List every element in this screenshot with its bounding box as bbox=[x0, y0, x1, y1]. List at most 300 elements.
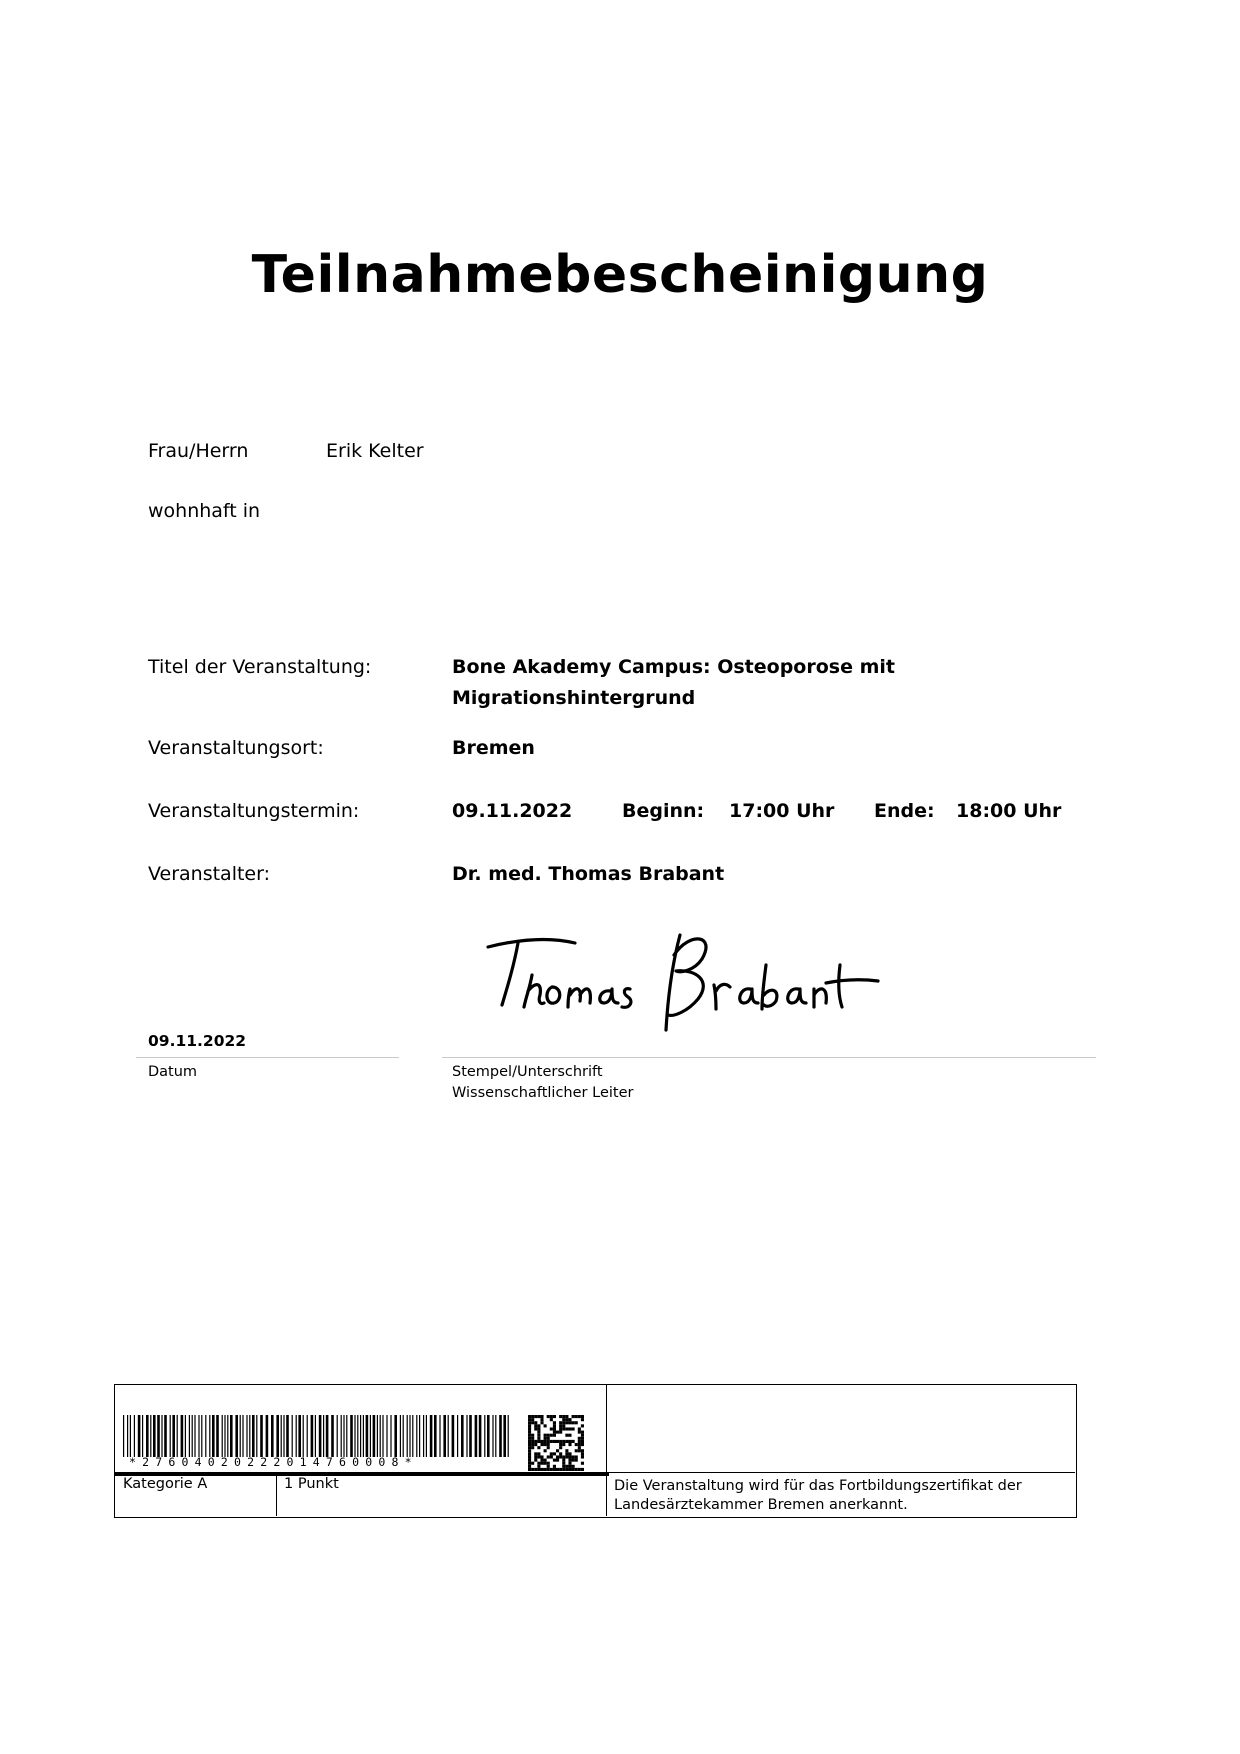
datamatrix-cell bbox=[540, 1421, 543, 1424]
datamatrix-cell bbox=[562, 1421, 565, 1424]
datamatrix-cell bbox=[581, 1424, 584, 1427]
datamatrix-cell bbox=[537, 1427, 540, 1430]
datamatrix-cell bbox=[544, 1449, 547, 1452]
datamatrix-cell bbox=[581, 1437, 584, 1440]
datamatrix-cell bbox=[559, 1421, 562, 1424]
barcode-bar bbox=[172, 1415, 175, 1457]
datamatrix-cell bbox=[528, 1465, 531, 1468]
residence-label: wohnhaft in bbox=[148, 500, 261, 522]
datamatrix-cell bbox=[562, 1440, 565, 1443]
datamatrix-cell bbox=[575, 1443, 578, 1446]
organizer-value: Dr. med. Thomas Brabant bbox=[452, 863, 725, 885]
datamatrix-cell bbox=[544, 1443, 547, 1446]
barcode-bar bbox=[373, 1415, 376, 1457]
barcode-bar bbox=[130, 1415, 131, 1457]
barcode-bar bbox=[227, 1415, 228, 1457]
barcode-bar bbox=[266, 1415, 269, 1457]
datamatrix-cell bbox=[568, 1468, 571, 1471]
salutation-label: Frau/Herrn bbox=[148, 440, 249, 462]
barcode-bar bbox=[216, 1415, 219, 1457]
datamatrix-cell bbox=[559, 1440, 562, 1443]
datamatrix-cell bbox=[531, 1462, 534, 1465]
datamatrix-cell bbox=[568, 1459, 571, 1462]
barcode-bar bbox=[298, 1415, 301, 1457]
datamatrix-cell bbox=[559, 1424, 562, 1427]
barcode-bar bbox=[343, 1415, 344, 1457]
date-line bbox=[136, 1057, 399, 1058]
datamatrix-cell bbox=[578, 1415, 581, 1418]
datamatrix-cell bbox=[528, 1443, 531, 1446]
datamatrix-cell bbox=[537, 1434, 540, 1437]
barcode-bar bbox=[499, 1415, 502, 1457]
barcode-bar bbox=[303, 1415, 304, 1457]
datamatrix-cell bbox=[568, 1462, 571, 1465]
barcode-bar bbox=[256, 1415, 257, 1457]
barcode-bar bbox=[230, 1415, 233, 1457]
barcode-bar bbox=[271, 1415, 274, 1457]
datamatrix-cell bbox=[534, 1459, 537, 1462]
datamatrix-cell bbox=[572, 1427, 575, 1430]
datamatrix-cell bbox=[544, 1437, 547, 1440]
datamatrix-cell bbox=[528, 1415, 531, 1418]
datamatrix-cell bbox=[559, 1427, 562, 1430]
barcode-bar bbox=[146, 1415, 149, 1457]
datamatrix-cell bbox=[531, 1440, 534, 1443]
barcode-bar bbox=[434, 1415, 437, 1457]
barcode-bar bbox=[123, 1415, 124, 1457]
datamatrix-cell bbox=[550, 1415, 553, 1418]
datamatrix-cell bbox=[559, 1452, 562, 1455]
datamatrix-cell bbox=[540, 1459, 543, 1462]
accreditation-table bbox=[114, 1384, 1077, 1518]
datamatrix-cell bbox=[544, 1424, 547, 1427]
datamatrix-cell bbox=[534, 1415, 537, 1418]
barcode-bar bbox=[150, 1415, 151, 1457]
datamatrix-cell bbox=[568, 1418, 571, 1421]
datamatrix-cell bbox=[575, 1421, 578, 1424]
datamatrix-cell bbox=[537, 1455, 540, 1458]
datamatrix-cell bbox=[562, 1459, 565, 1462]
barcode-bar bbox=[495, 1415, 496, 1457]
barcode-bar bbox=[157, 1415, 160, 1457]
datamatrix-cell bbox=[572, 1421, 575, 1424]
datamatrix-cell bbox=[556, 1449, 559, 1452]
datamatrix-cell bbox=[537, 1424, 540, 1427]
barcode-bar bbox=[479, 1415, 482, 1457]
datamatrix-cell bbox=[537, 1452, 540, 1455]
datamatrix-cell bbox=[572, 1415, 575, 1418]
category-value: Kategorie A bbox=[123, 1476, 208, 1492]
datamatrix-cell bbox=[528, 1440, 531, 1443]
barcode-bar bbox=[326, 1415, 329, 1457]
datamatrix-cell bbox=[556, 1459, 559, 1462]
barcode-bar bbox=[283, 1415, 284, 1457]
signature-date: 09.11.2022 bbox=[148, 1032, 247, 1050]
datamatrix-cell bbox=[572, 1440, 575, 1443]
datamatrix-cell bbox=[559, 1415, 562, 1418]
barcode-bar bbox=[252, 1415, 255, 1457]
datamatrix-cell bbox=[537, 1468, 540, 1471]
barcode-bar bbox=[366, 1415, 369, 1457]
datamatrix-cell bbox=[556, 1431, 559, 1434]
barcode-bar bbox=[209, 1415, 210, 1457]
datamatrix-cell bbox=[537, 1415, 540, 1418]
barcode-image bbox=[123, 1415, 515, 1457]
barcode-bar bbox=[407, 1415, 408, 1457]
datamatrix-cell bbox=[528, 1431, 531, 1434]
barcode-bar bbox=[337, 1415, 338, 1457]
datamatrix-cell bbox=[528, 1452, 531, 1455]
barcode-bar bbox=[127, 1415, 128, 1457]
barcode-bar bbox=[412, 1415, 413, 1457]
barcode-bar bbox=[240, 1415, 241, 1457]
datamatrix-cell bbox=[578, 1446, 581, 1449]
datamatrix-cell bbox=[581, 1440, 584, 1443]
datamatrix-cell bbox=[540, 1440, 543, 1443]
datamatrix-cell bbox=[537, 1437, 540, 1440]
signature-caption-line2: Wissenschaftlicher Leiter bbox=[452, 1085, 634, 1101]
datamatrix-cell bbox=[572, 1468, 575, 1471]
datamatrix-cell bbox=[565, 1415, 568, 1418]
barcode-bar bbox=[185, 1415, 186, 1457]
datamatrix-cell bbox=[565, 1468, 568, 1471]
datamatrix-cell bbox=[537, 1431, 540, 1434]
datamatrix-cell bbox=[547, 1443, 550, 1446]
datamatrix-cell bbox=[528, 1434, 531, 1437]
barcode-bar bbox=[360, 1415, 361, 1457]
barcode-bar bbox=[484, 1415, 485, 1457]
datamatrix-cell bbox=[550, 1468, 553, 1471]
barcode-bar bbox=[430, 1415, 433, 1457]
datamatrix-cell bbox=[553, 1424, 556, 1427]
accreditation-note-line1: Die Veranstaltung wird für das Fortbildungszertifikat der bbox=[614, 1478, 1022, 1494]
datamatrix-cell bbox=[540, 1455, 543, 1458]
datamatrix-cell bbox=[544, 1462, 547, 1465]
datamatrix-cell bbox=[534, 1452, 537, 1455]
datamatrix-cell bbox=[553, 1440, 556, 1443]
barcode-bar bbox=[370, 1415, 371, 1457]
datamatrix-cell bbox=[565, 1427, 568, 1430]
barcode-bar bbox=[492, 1415, 493, 1457]
datamatrix-cell bbox=[559, 1468, 562, 1471]
datamatrix-cell bbox=[540, 1418, 543, 1421]
barcode-bar bbox=[161, 1415, 162, 1457]
datamatrix-cell bbox=[578, 1440, 581, 1443]
datamatrix-cell bbox=[565, 1449, 568, 1452]
begin-time: 17:00 Uhr bbox=[729, 800, 835, 822]
datamatrix-cell bbox=[581, 1431, 584, 1434]
datamatrix-cell bbox=[528, 1437, 531, 1440]
datamatrix-cell bbox=[572, 1455, 575, 1458]
barcode-bar bbox=[357, 1415, 358, 1457]
end-label: Ende: bbox=[874, 800, 935, 822]
datamatrix-cell bbox=[537, 1440, 540, 1443]
datamatrix-cell bbox=[534, 1443, 537, 1446]
location-label: Veranstaltungsort: bbox=[148, 737, 324, 759]
datamatrix-cell bbox=[534, 1455, 537, 1458]
datamatrix-cell bbox=[578, 1449, 581, 1452]
barcode-bar bbox=[170, 1415, 171, 1457]
datamatrix-cell bbox=[553, 1468, 556, 1471]
datamatrix-cell bbox=[575, 1415, 578, 1418]
barcode-bar bbox=[315, 1415, 316, 1457]
datamatrix-cell bbox=[562, 1462, 565, 1465]
datamatrix-cell bbox=[565, 1440, 568, 1443]
end-time: 18:00 Uhr bbox=[956, 800, 1062, 822]
datamatrix-cell bbox=[534, 1427, 537, 1430]
barcode-bar bbox=[363, 1415, 364, 1457]
barcode-bar bbox=[189, 1415, 190, 1457]
event-title-label: Titel der Veranstaltung: bbox=[148, 656, 372, 678]
points-value: 1 Punkt bbox=[284, 1476, 339, 1492]
datamatrix-cell bbox=[565, 1465, 568, 1468]
barcode-bar bbox=[222, 1415, 223, 1457]
datamatrix-cell bbox=[550, 1440, 553, 1443]
datamatrix-cell bbox=[559, 1431, 562, 1434]
datamatrix-cell bbox=[581, 1452, 584, 1455]
datamatrix-cell bbox=[568, 1452, 571, 1455]
table-divider-category bbox=[276, 1472, 277, 1516]
barcode-bar bbox=[323, 1415, 324, 1457]
datamatrix-cell bbox=[531, 1418, 534, 1421]
barcode-bar bbox=[380, 1415, 381, 1457]
datamatrix-cell bbox=[578, 1427, 581, 1430]
barcode-bar bbox=[419, 1415, 420, 1457]
datamatrix-cell bbox=[568, 1440, 571, 1443]
datamatrix-cell bbox=[562, 1455, 565, 1458]
datamatrix-cell bbox=[547, 1434, 550, 1437]
barcode-bar bbox=[276, 1415, 279, 1457]
barcode-bar bbox=[153, 1415, 156, 1457]
datamatrix-cell bbox=[568, 1421, 571, 1424]
barcode-bar bbox=[292, 1415, 293, 1457]
barcode-bar bbox=[466, 1415, 467, 1457]
datamatrix-cell bbox=[531, 1443, 534, 1446]
barcode-bar bbox=[354, 1415, 355, 1457]
datamatrix-cell bbox=[540, 1468, 543, 1471]
datamatrix-cell bbox=[550, 1455, 553, 1458]
barcode-bar bbox=[198, 1415, 199, 1457]
datamatrix-cell bbox=[562, 1418, 565, 1421]
datamatrix-cell bbox=[540, 1462, 543, 1465]
barcode-bar bbox=[311, 1415, 314, 1457]
datamatrix-cell bbox=[559, 1443, 562, 1446]
datamatrix-cell bbox=[572, 1465, 575, 1468]
datamatrix-cell bbox=[572, 1459, 575, 1462]
datamatrix-cell bbox=[556, 1440, 559, 1443]
signature-line bbox=[442, 1057, 1096, 1058]
datamatrix-cell bbox=[528, 1427, 531, 1430]
barcode-bar bbox=[508, 1415, 509, 1457]
barcode-bar bbox=[138, 1415, 141, 1457]
datamatrix-cell bbox=[550, 1427, 553, 1430]
datamatrix-cell bbox=[544, 1434, 547, 1437]
datamatrix-cell bbox=[544, 1468, 547, 1471]
datamatrix-cell bbox=[547, 1446, 550, 1449]
begin-label: Beginn: bbox=[622, 800, 705, 822]
barcode-bar bbox=[448, 1415, 449, 1457]
barcode-bar bbox=[181, 1415, 184, 1457]
barcode-bar bbox=[469, 1415, 472, 1457]
barcode-bar bbox=[443, 1415, 446, 1457]
datamatrix-cell bbox=[531, 1437, 534, 1440]
datamatrix-cell bbox=[547, 1462, 550, 1465]
barcode-bar bbox=[382, 1415, 383, 1457]
barcode-bar bbox=[461, 1415, 464, 1457]
datamatrix-cell bbox=[528, 1462, 531, 1465]
datamatrix-cell bbox=[547, 1440, 550, 1443]
datamatrix-cell bbox=[581, 1418, 584, 1421]
barcode-bar bbox=[296, 1415, 297, 1457]
datamatrix-cell bbox=[562, 1427, 565, 1430]
datamatrix-cell bbox=[559, 1446, 562, 1449]
datamatrix-cell bbox=[528, 1468, 531, 1471]
barcode-bar bbox=[249, 1415, 250, 1457]
barcode-bar bbox=[350, 1415, 353, 1457]
barcode-bar bbox=[439, 1415, 440, 1457]
datamatrix-cell bbox=[531, 1468, 534, 1471]
datamatrix-cell bbox=[553, 1459, 556, 1462]
event-title-line2: Migrationshintergrund bbox=[452, 687, 696, 709]
datamatrix-cell bbox=[565, 1455, 568, 1458]
datamatrix-cell bbox=[553, 1421, 556, 1424]
barcode-bar bbox=[452, 1415, 455, 1457]
datamatrix-cell bbox=[553, 1431, 556, 1434]
signature-image bbox=[480, 925, 900, 1050]
barcode-bar bbox=[487, 1415, 490, 1457]
datamatrix-cell bbox=[581, 1455, 584, 1458]
datamatrix-cell bbox=[581, 1415, 584, 1418]
datamatrix-cell bbox=[550, 1434, 553, 1437]
barcode-bar bbox=[281, 1415, 282, 1457]
datamatrix-cell bbox=[565, 1418, 568, 1421]
datamatrix-cell bbox=[556, 1455, 559, 1458]
datamatrix-cell bbox=[553, 1427, 556, 1430]
datamatrix-cell bbox=[578, 1437, 581, 1440]
barcode-bar bbox=[400, 1415, 401, 1457]
datamatrix-cell bbox=[531, 1434, 534, 1437]
organizer-label: Veranstalter: bbox=[148, 863, 270, 885]
barcode-bar bbox=[346, 1415, 347, 1457]
barcode-bar bbox=[164, 1415, 167, 1457]
datamatrix-cell bbox=[540, 1443, 543, 1446]
datamatrix-cell bbox=[562, 1465, 565, 1468]
datamatrix-cell bbox=[581, 1468, 584, 1471]
document-title: Teilnahmebescheinigung bbox=[251, 245, 989, 305]
barcode-bar bbox=[403, 1415, 404, 1457]
barcode-bar bbox=[205, 1415, 206, 1457]
barcode-bar bbox=[409, 1415, 410, 1457]
barcode-bar bbox=[142, 1415, 143, 1457]
barcode-bar bbox=[390, 1415, 391, 1457]
datamatrix-cell bbox=[534, 1424, 537, 1427]
datamatrix-cell bbox=[550, 1418, 553, 1421]
datamatrix-cell bbox=[528, 1449, 531, 1452]
barcode-bar bbox=[201, 1415, 202, 1457]
datamatrix-cell bbox=[528, 1421, 531, 1424]
event-date: 09.11.2022 bbox=[452, 800, 573, 822]
datamatrix-cell bbox=[568, 1434, 571, 1437]
datamatrix-cell bbox=[575, 1455, 578, 1458]
datamatrix-cell bbox=[547, 1437, 550, 1440]
datamatrix-cell bbox=[562, 1424, 565, 1427]
datamatrix-cell bbox=[528, 1446, 531, 1449]
datamatrix-cell bbox=[534, 1468, 537, 1471]
datamatrix-cell bbox=[578, 1443, 581, 1446]
datamatrix-cell bbox=[553, 1415, 556, 1418]
datamatrix-cell bbox=[528, 1424, 531, 1427]
datamatrix-cell bbox=[540, 1415, 543, 1418]
barcode-bar bbox=[307, 1415, 308, 1457]
barcode-bar bbox=[386, 1415, 387, 1457]
datamatrix-cell bbox=[544, 1459, 547, 1462]
barcode-bar bbox=[212, 1415, 215, 1457]
datamatrix-cell bbox=[553, 1452, 556, 1455]
datamatrix-cell bbox=[531, 1446, 534, 1449]
datamatrix-cell bbox=[581, 1434, 584, 1437]
barcode-bar bbox=[423, 1415, 424, 1457]
datamatrix-cell bbox=[565, 1452, 568, 1455]
table-divider-main bbox=[606, 1385, 607, 1516]
datamatrix-cell bbox=[531, 1421, 534, 1424]
barcode-bar bbox=[331, 1415, 334, 1457]
barcode-bar bbox=[242, 1415, 243, 1457]
participant-name: Erik Kelter bbox=[326, 440, 424, 462]
barcode-bar bbox=[192, 1415, 193, 1457]
barcode-bar bbox=[475, 1415, 478, 1457]
barcode-bar bbox=[416, 1415, 417, 1457]
datamatrix-cell bbox=[547, 1465, 550, 1468]
datamatrix-cell bbox=[568, 1455, 571, 1458]
datamatrix-cell bbox=[575, 1449, 578, 1452]
datamatrix-cell bbox=[534, 1421, 537, 1424]
datamatrix-cell bbox=[550, 1452, 553, 1455]
datamatrix-cell bbox=[537, 1465, 540, 1468]
barcode-bar bbox=[134, 1415, 135, 1457]
datamatrix-cell bbox=[553, 1434, 556, 1437]
signature-caption-line1: Stempel/Unterschrift bbox=[452, 1064, 603, 1080]
datamatrix-cell bbox=[578, 1468, 581, 1471]
event-title-line1: Bone Akademy Campus: Osteoporose mit bbox=[452, 656, 895, 678]
datamatrix-cell bbox=[565, 1434, 568, 1437]
datamatrix-cell bbox=[537, 1462, 540, 1465]
date-caption: Datum bbox=[148, 1064, 198, 1080]
datamatrix-cell bbox=[575, 1459, 578, 1462]
datamatrix-cell bbox=[528, 1455, 531, 1458]
datamatrix-cell bbox=[531, 1415, 534, 1418]
barcode-bar bbox=[246, 1415, 247, 1457]
datamatrix-cell bbox=[553, 1465, 556, 1468]
datamatrix-cell bbox=[528, 1418, 531, 1421]
datamatrix-cell bbox=[565, 1421, 568, 1424]
datamatrix-cell bbox=[575, 1468, 578, 1471]
date-label: Veranstaltungstermin: bbox=[148, 800, 360, 822]
datamatrix-cell bbox=[547, 1415, 550, 1418]
location-value: Bremen bbox=[452, 737, 535, 759]
barcode-number: *2760402022201476000​8* bbox=[129, 1455, 418, 1469]
barcode-bar bbox=[503, 1415, 506, 1457]
barcode-bar bbox=[194, 1415, 195, 1457]
barcode-bar bbox=[377, 1415, 378, 1457]
datamatrix-cell bbox=[544, 1440, 547, 1443]
datamatrix-cell bbox=[562, 1468, 565, 1471]
datamatrix-cell bbox=[581, 1462, 584, 1465]
datamatrix-cell bbox=[528, 1459, 531, 1462]
datamatrix-cell bbox=[568, 1443, 571, 1446]
datamatrix-cell bbox=[556, 1468, 559, 1471]
datamatrix-cell bbox=[562, 1443, 565, 1446]
barcode-bar bbox=[319, 1415, 322, 1457]
